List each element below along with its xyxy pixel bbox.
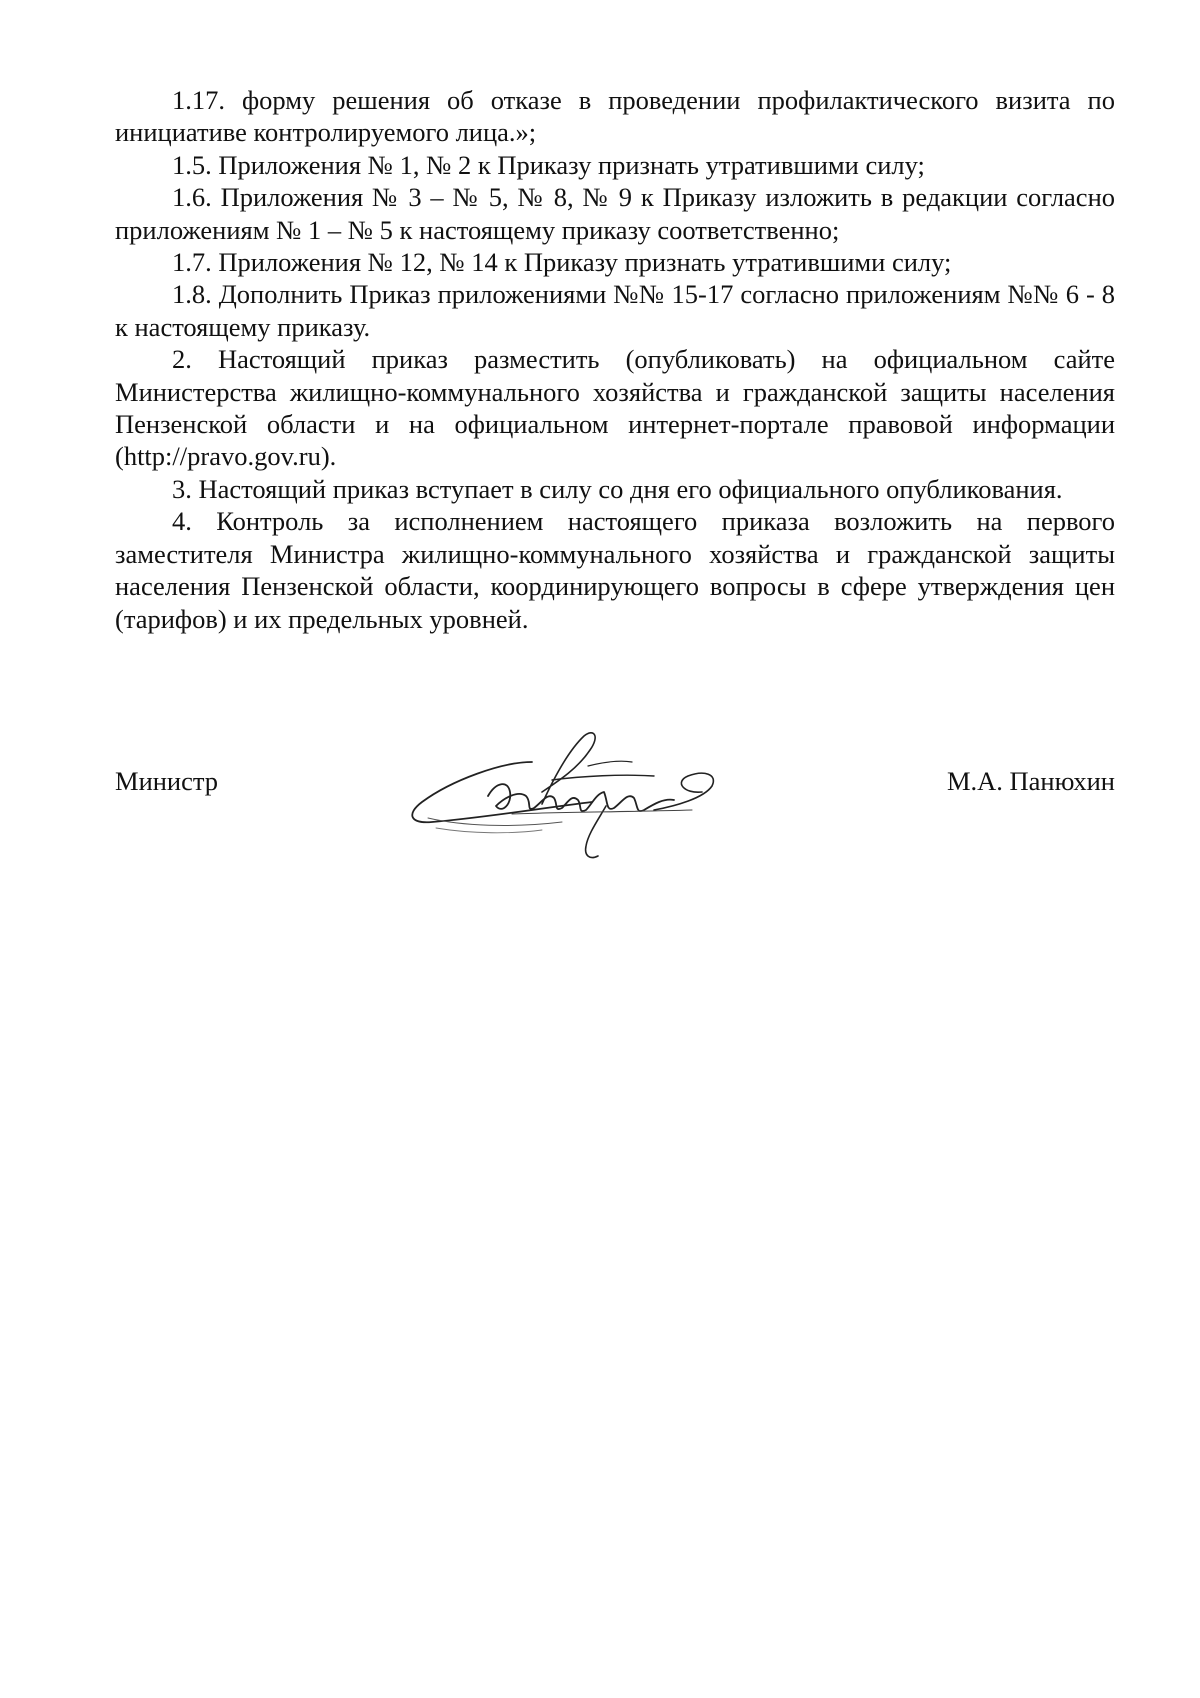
paragraph-3: 3. Настоящий приказ вступает в силу со дня его официального опубликования. [172, 473, 1063, 504]
signatory-name: М.А. Панюхин [946, 766, 1115, 796]
paragraph-1-8: 1.8. Дополнить Приказ приложениями №№ 15-17 согласно приложениям №№ 6 - 8 к настоящему приказу. [115, 279, 1115, 342]
paragraph-4: 4. Контроль за исполнением настоящего приказа возложить на первого заместителя Министра жилищно-коммунального хозяйства и гражданской защиты населения Пензенской области, координирующего вопросы в сфере утверждения цен (тарифов) и их предельных уровней. [115, 506, 1115, 634]
paragraph-1-5: 1.5. Приложения № 1, № 2 к Приказу признать утратившими силу; [172, 149, 925, 180]
paragraph-2: 2. Настоящий приказ разместить (опубликовать) на официальном сайте Министерства жилищно-коммунального хозяйства и гражданской защиты населения Пензенской области и на официальном интернет-портале правовой информации (http://pravo.gov.ru). [115, 344, 1115, 472]
paragraph-1-6: 1.6. Приложения № 3 – № 5, № 8, № 9 к Приказу изложить в редакции согласно приложениям № 1 – № 5 к настоящему приказу соответственно; [115, 182, 1115, 245]
paragraph-1-7: 1.7. Приложения № 12, № 14 к Приказу признать утратившими силу; [172, 247, 952, 278]
signatory-role: Министр [115, 766, 219, 796]
handwritten-signature [392, 722, 752, 862]
document-body [115, 84, 1115, 635]
paragraph-1-17: 1.17. форму решения об отказе в проведении профилактического визита по инициативе контролируемого лица.»; [115, 85, 1115, 148]
